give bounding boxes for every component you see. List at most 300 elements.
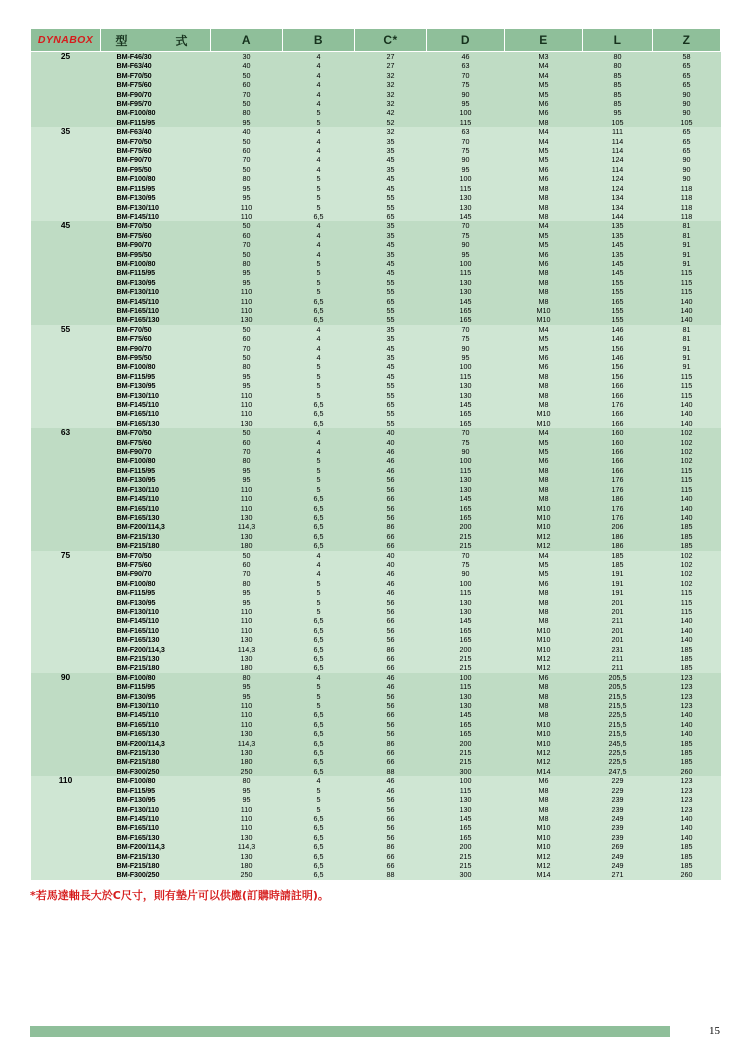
cell-b: 6,5 [283,814,355,823]
cell-model: BM-F95/50 [101,165,211,174]
cell-a: 95 [211,268,283,277]
table-row [31,833,721,842]
cell-a: 80 [211,673,283,682]
cell-b: 4 [283,776,355,785]
cell-b: 5 [283,456,355,465]
cell-l: 215,5 [583,701,653,710]
cell-z: 118 [653,203,721,212]
cell-z: 140 [653,315,721,324]
cell-b: 6,5 [283,409,355,418]
cell-a: 95 [211,588,283,597]
table-row [31,184,721,193]
cell-z: 123 [653,673,721,682]
table-row [31,409,721,418]
cell-group [31,99,101,108]
cell-e: M10 [505,729,583,738]
table-row [31,278,721,287]
cell-e: M8 [505,118,583,127]
cell-b: 6,5 [283,767,355,776]
cell-c: 35 [355,146,427,155]
cell-d: 100 [427,174,505,183]
cell-b: 6,5 [283,861,355,870]
cell-l: 166 [583,447,653,456]
cell-model: BM-F130/110 [101,607,211,616]
cell-model: BM-F215/130 [101,532,211,541]
cell-model: BM-F165/110 [101,409,211,418]
cell-model: BM-F75/60 [101,231,211,240]
cell-a: 114,3 [211,645,283,654]
table-row [31,212,721,221]
cell-model: BM-F90/70 [101,240,211,249]
cell-model: BM-F75/60 [101,560,211,569]
cell-b: 5 [283,579,355,588]
cell-z: 118 [653,212,721,221]
cell-group [31,701,101,710]
page-footer [30,1026,720,1042]
cell-c: 56 [355,692,427,701]
cell-d: 95 [427,165,505,174]
cell-e: M8 [505,485,583,494]
cell-l: 165 [583,297,653,306]
cell-a: 80 [211,362,283,371]
cell-c: 35 [355,334,427,343]
cell-d: 100 [427,456,505,465]
table-row [31,842,721,851]
cell-model: BM-F130/95 [101,692,211,701]
cell-c: 42 [355,108,427,117]
cell-c: 52 [355,118,427,127]
cell-c: 27 [355,52,427,62]
cell-c: 66 [355,748,427,757]
cell-b: 4 [283,344,355,353]
cell-a: 110 [211,701,283,710]
cell-z: 140 [653,635,721,644]
cell-group [31,80,101,89]
cell-d: 130 [427,203,505,212]
cell-a: 60 [211,80,283,89]
table-row [31,598,721,607]
cell-d: 75 [427,146,505,155]
cell-e: M6 [505,250,583,259]
table-row [31,80,721,89]
cell-d: 115 [427,588,505,597]
table-row [31,663,721,672]
cell-e: M8 [505,203,583,212]
cell-group [31,635,101,644]
cell-a: 110 [211,485,283,494]
cell-c: 46 [355,466,427,475]
cell-model: BM-F115/95 [101,268,211,277]
cell-model: BM-F70/50 [101,221,211,230]
cell-d: 165 [427,635,505,644]
cell-a: 95 [211,795,283,804]
cell-e: M10 [505,315,583,324]
cell-group [31,400,101,409]
cell-b: 6,5 [283,626,355,635]
cell-model: BM-F165/130 [101,315,211,324]
cell-c: 88 [355,767,427,776]
cell-z: 115 [653,485,721,494]
cell-model: BM-F145/110 [101,814,211,823]
cell-model: BM-F130/95 [101,381,211,390]
cell-d: 115 [427,786,505,795]
cell-c: 46 [355,786,427,795]
cell-l: 176 [583,485,653,494]
cell-d: 145 [427,616,505,625]
cell-c: 56 [355,635,427,644]
cell-model: BM-F95/70 [101,99,211,108]
cell-z: 65 [653,61,721,70]
cell-a: 130 [211,419,283,428]
cell-e: M5 [505,90,583,99]
cell-b: 6,5 [283,710,355,719]
cell-a: 110 [211,287,283,296]
cell-c: 45 [355,240,427,249]
table-row [31,174,721,183]
table-row [31,504,721,513]
cell-z: 185 [653,663,721,672]
cell-model: BM-F70/50 [101,325,211,334]
cell-b: 6,5 [283,833,355,842]
cell-z: 115 [653,588,721,597]
cell-l: 186 [583,532,653,541]
cell-e: M12 [505,757,583,766]
cell-group [31,626,101,635]
cell-a: 110 [211,616,283,625]
cell-group [31,259,101,268]
cell-d: 145 [427,494,505,503]
cell-l: 166 [583,466,653,475]
cell-l: 245,5 [583,739,653,748]
cell-a: 30 [211,52,283,62]
cell-z: 140 [653,400,721,409]
cell-z: 65 [653,71,721,80]
cell-model: BM-F90/70 [101,344,211,353]
cell-c: 45 [355,372,427,381]
cell-b: 4 [283,90,355,99]
cell-model: BM-F130/95 [101,795,211,804]
cell-group [31,729,101,738]
cell-z: 123 [653,692,721,701]
cell-b: 4 [283,560,355,569]
cell-group [31,456,101,465]
cell-z: 118 [653,193,721,202]
footer-bar [30,1026,670,1037]
cell-model: BM-F130/110 [101,287,211,296]
cell-z: 123 [653,786,721,795]
cell-d: 75 [427,560,505,569]
cell-model: BM-F90/70 [101,155,211,164]
cell-model: BM-F100/80 [101,362,211,371]
cell-l: 176 [583,475,653,484]
cell-e: M10 [505,833,583,842]
cell-a: 95 [211,692,283,701]
cell-d: 215 [427,861,505,870]
table-row [31,795,721,804]
cell-l: 231 [583,645,653,654]
cell-b: 5 [283,259,355,268]
table-row [31,729,721,738]
cell-a: 130 [211,748,283,757]
cell-e: M6 [505,165,583,174]
cell-model: BM-F100/80 [101,259,211,268]
table-row [31,551,721,560]
cell-z: 185 [653,541,721,550]
cell-d: 95 [427,250,505,259]
cell-model: BM-F145/110 [101,297,211,306]
cell-l: 155 [583,315,653,324]
cell-z: 140 [653,729,721,738]
cell-b: 4 [283,99,355,108]
cell-group [31,193,101,202]
table-row [31,221,721,230]
table-row [31,654,721,663]
cell-d: 165 [427,823,505,832]
cell-c: 46 [355,447,427,456]
cell-c: 66 [355,814,427,823]
cell-model: BM-F63/40 [101,61,211,70]
cell-a: 110 [211,494,283,503]
cell-d: 165 [427,504,505,513]
cell-e: M4 [505,325,583,334]
cell-model: BM-F130/95 [101,278,211,287]
table-row [31,428,721,437]
cell-model: BM-F115/95 [101,118,211,127]
cell-d: 165 [427,720,505,729]
cell-group [31,654,101,663]
cell-b: 5 [283,278,355,287]
cell-l: 176 [583,513,653,522]
cell-l: 146 [583,334,653,343]
cell-group [31,852,101,861]
cell-a: 95 [211,381,283,390]
cell-model: BM-F130/110 [101,203,211,212]
cell-model: BM-F215/130 [101,852,211,861]
cell-z: 115 [653,466,721,475]
cell-c: 55 [355,391,427,400]
cell-l: 215,5 [583,720,653,729]
cell-d: 100 [427,362,505,371]
cell-c: 27 [355,61,427,70]
cell-e: M8 [505,692,583,701]
cell-l: 145 [583,268,653,277]
table-row [31,118,721,127]
cell-e: M12 [505,654,583,663]
cell-l: 135 [583,250,653,259]
cell-a: 110 [211,203,283,212]
cell-l: 166 [583,381,653,390]
cell-z: 102 [653,551,721,560]
table-row [31,786,721,795]
cell-a: 50 [211,428,283,437]
cell-a: 95 [211,278,283,287]
cell-e: M14 [505,870,583,879]
cell-c: 32 [355,71,427,80]
cell-group: 63 [31,428,101,437]
cell-c: 66 [355,663,427,672]
cell-z: 140 [653,409,721,418]
table-row [31,720,721,729]
cell-l: 247,5 [583,767,653,776]
cell-c: 56 [355,720,427,729]
cell-c: 86 [355,645,427,654]
cell-e: M5 [505,80,583,89]
cell-e: M10 [505,626,583,635]
cell-c: 45 [355,362,427,371]
cell-c: 55 [355,381,427,390]
cell-e: M8 [505,682,583,691]
cell-d: 165 [427,419,505,428]
cell-model: BM-F145/110 [101,400,211,409]
cell-d: 75 [427,80,505,89]
cell-z: 123 [653,795,721,804]
cell-b: 4 [283,250,355,259]
cell-c: 45 [355,174,427,183]
cell-c: 40 [355,438,427,447]
cell-c: 56 [355,598,427,607]
cell-e: M5 [505,155,583,164]
cell-a: 60 [211,334,283,343]
cell-z: 185 [653,748,721,757]
cell-l: 269 [583,842,653,851]
cell-z: 105 [653,118,721,127]
cell-c: 56 [355,823,427,832]
cell-b: 6,5 [283,739,355,748]
cell-a: 70 [211,155,283,164]
cell-d: 165 [427,409,505,418]
cell-e: M10 [505,635,583,644]
cell-model: BM-F90/70 [101,569,211,578]
cell-b: 4 [283,428,355,437]
cell-b: 6,5 [283,654,355,663]
cell-d: 130 [427,193,505,202]
cell-e: M8 [505,701,583,710]
cell-e: M10 [505,823,583,832]
cell-model: BM-F165/130 [101,729,211,738]
cell-z: 58 [653,52,721,62]
cell-z: 115 [653,381,721,390]
cell-e: M10 [505,842,583,851]
cell-b: 5 [283,268,355,277]
cell-e: M8 [505,494,583,503]
cell-b: 4 [283,61,355,70]
cell-l: 239 [583,795,653,804]
cell-b: 4 [283,127,355,136]
cell-d: 100 [427,108,505,117]
cell-model: BM-F215/130 [101,654,211,663]
cell-l: 124 [583,174,653,183]
cell-d: 130 [427,391,505,400]
cell-l: 85 [583,80,653,89]
cell-z: 260 [653,767,721,776]
cell-a: 250 [211,767,283,776]
cell-l: 85 [583,71,653,80]
cell-l: 176 [583,400,653,409]
column-header-a: A [211,29,283,52]
cell-z: 140 [653,306,721,315]
table-row [31,522,721,531]
cell-d: 200 [427,739,505,748]
cell-e: M8 [505,607,583,616]
cell-group [31,61,101,70]
cell-b: 6,5 [283,720,355,729]
cell-group [31,513,101,522]
cell-group: 25 [31,52,101,62]
cell-z: 140 [653,419,721,428]
cell-a: 110 [211,504,283,513]
cell-e: M8 [505,372,583,381]
cell-model: BM-F100/80 [101,108,211,117]
cell-a: 130 [211,513,283,522]
cell-l: 144 [583,212,653,221]
cell-group [31,645,101,654]
cell-l: 124 [583,155,653,164]
cell-l: 160 [583,438,653,447]
cell-l: 166 [583,456,653,465]
cell-d: 215 [427,663,505,672]
cell-a: 80 [211,579,283,588]
cell-l: 205,5 [583,673,653,682]
page-number: 15 [709,1025,720,1037]
cell-b: 5 [283,391,355,400]
cell-d: 200 [427,842,505,851]
table-row [31,607,721,616]
cell-a: 50 [211,325,283,334]
cell-e: M6 [505,456,583,465]
cell-d: 100 [427,673,505,682]
cell-c: 46 [355,776,427,785]
cell-l: 211 [583,663,653,672]
cell-z: 90 [653,90,721,99]
cell-group [31,710,101,719]
cell-c: 45 [355,268,427,277]
cell-a: 95 [211,682,283,691]
cell-e: M10 [505,306,583,315]
cell-d: 70 [427,551,505,560]
cell-d: 130 [427,287,505,296]
cell-e: M8 [505,391,583,400]
cell-group [31,475,101,484]
cell-b: 6,5 [283,522,355,531]
cell-z: 81 [653,221,721,230]
cell-z: 140 [653,494,721,503]
cell-e: M5 [505,569,583,578]
table-row [31,805,721,814]
cell-z: 115 [653,278,721,287]
cell-z: 185 [653,861,721,870]
cell-z: 140 [653,616,721,625]
cell-d: 215 [427,748,505,757]
cell-model: BM-F115/95 [101,466,211,475]
cell-b: 6,5 [283,616,355,625]
cell-d: 130 [427,485,505,494]
cell-model: BM-F63/40 [101,127,211,136]
table-row [31,823,721,832]
cell-e: M8 [505,297,583,306]
cell-l: 249 [583,861,653,870]
cell-model: BM-F70/50 [101,137,211,146]
cell-l: 201 [583,626,653,635]
cell-d: 100 [427,259,505,268]
cell-l: 114 [583,137,653,146]
cell-d: 145 [427,297,505,306]
table-row [31,701,721,710]
cell-model: BM-F130/95 [101,475,211,484]
cell-a: 180 [211,541,283,550]
cell-l: 80 [583,52,653,62]
cell-b: 6,5 [283,635,355,644]
cell-group [31,616,101,625]
